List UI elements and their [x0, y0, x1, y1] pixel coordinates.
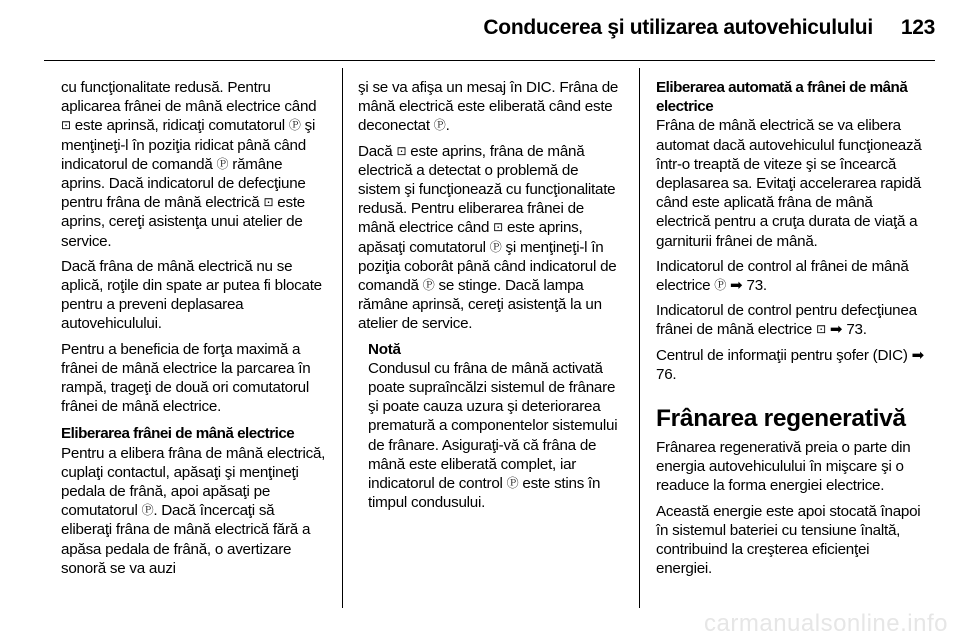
note-text: Condusul cu frâna de mână activată poate supraîncălzi sistemul de frânare şi poate cauza uzura şi deteriorarea prematură a componentelor sistemului de frânare. Asiguraţi-vă că frâna de mână este eliberată complet, iar indicatorul de control Ⓟ este stins în timpul condusului. [368, 359, 618, 512]
column-1 [61, 78, 327, 584]
column-3 [656, 78, 926, 584]
page-reference-arrow-icon[interactable]: ➡ [829, 321, 843, 339]
paragraph: Pentru a elibera frâna de mână electrică, cuplaţi contactul, apăsaţi şi menţineţi pedala de frână, apoi apăsaţi pe comutatorul Ⓟ. Dacă încercaţi să eliberaţi frâna de mână electrică fără a apăsa pedala de frână, o avertizare sonoră se va auzi [61, 444, 326, 577]
subheading-release: Eliberarea frânei de mână electrice [61, 425, 295, 443]
parking-brake-control-icon: Ⓟ [506, 476, 519, 491]
page-reference-arrow-icon[interactable]: ➡ [730, 277, 743, 295]
page-reference-arrow-icon[interactable]: ➡ [911, 346, 925, 364]
watermark: carmanualsonline.info [704, 610, 948, 637]
header-rule [44, 60, 935, 61]
paragraph: Dacă frâna de mână electrică nu se aplică, roţile din spate ar putea fi blocate pentru a preveni deplasarea autovehiculului. [61, 257, 322, 333]
paragraph: Indicatorul de control pentru defecţiunea frânei de mână electrice ⊡ ➡ 73. [656, 302, 917, 339]
brake-malfunction-icon: ⊡ [263, 195, 274, 210]
paragraph: Această energie este apoi stocată înapoi în sistemul bateriei cu tensiune înaltă, contribuind la creşterea eficienţei energiei. [656, 502, 921, 578]
parking-brake-switch-icon: Ⓟ [141, 503, 154, 518]
header-title: Conducerea şi utilizarea autovehiculului [483, 16, 873, 39]
brake-malfunction-icon: ⊡ [493, 220, 503, 235]
parking-brake-control-icon: Ⓟ [714, 278, 727, 293]
brake-malfunction-icon: ⊡ [396, 143, 407, 158]
section-heading: Frânarea regenerativă [656, 405, 906, 433]
paragraph: Dacă ⊡ este aprins, frâna de mână electrică a detectat o problemă de sistem şi funcţionează cu funcţionalitate redusă. Pentru eliberarea frânei de mână electrice când ⊡ este aprins, apăsaţi comutatorul Ⓟ şi menţineţi-l în poziţia coborât până când indicatorul de comandă Ⓟ se stinge. Dacă lampa rămâne aprinsă, cereţi asistenţă la un atelier de service. [358, 142, 617, 333]
page-number: 123 [900, 16, 935, 39]
paragraph: şi se va afişa un mesaj în DIC. Frâna de mână electrică este eliberată când este deconectat Ⓟ. [358, 79, 619, 135]
column-divider-2 [639, 68, 640, 608]
column-divider-1 [342, 68, 343, 608]
paragraph: Centrul de informaţii pentru şofer (DIC) ➡ 76. [656, 346, 925, 383]
parking-brake-switch-icon: Ⓟ [433, 118, 446, 133]
parking-brake-switch-icon: Ⓟ [288, 118, 301, 133]
paragraph: Pentru a beneficia de forţa maximă a frânei de mână electrice la parcarea în rampă, trageţi de două ori comutatorul frânei de mână electrice. [61, 340, 311, 416]
subheading-auto-release: Eliberarea automată a frânei de mână electrice [656, 79, 908, 116]
note-box [368, 340, 624, 513]
paragraph: Frâna de mână electrică se va elibera automat dacă autovehiculul funcţionează într-o treaptă de viteze şi se încearcă deplasarea sa. Evitaţi accelerarea rapidă când este aplicată frâna de mână electrică pentru a cruţa durata de viaţă a garniturii frânei de mână. [656, 117, 922, 250]
column-2 [358, 78, 624, 512]
parking-brake-control-icon: Ⓟ [216, 156, 229, 171]
paragraph: cu funcţionalitate redusă. Pentru aplicarea frânei de mână electrice când ⊡ este aprinsă, ridicaţi comutatorul Ⓟ şi menţineţi-l în poziţia ridicat până când indicatorul de comandă Ⓟ rămâne aprins. Dacă indicatorul de defecţiune pentru frâna de mână electrică ⊡ este aprins, cereţi asistenţa unui atelier de service. [61, 79, 317, 250]
brake-malfunction-icon: ⊡ [61, 118, 71, 133]
page-header [0, 16, 935, 40]
brake-malfunction-icon: ⊡ [816, 322, 826, 337]
paragraph: Indicatorul de control al frânei de mână electrice Ⓟ ➡ 73. [656, 257, 909, 295]
paragraph: Frânarea regenerativă preia o parte din energia autovehiculului în mişcare şi o readuce la forma energiei electrice. [656, 439, 911, 495]
parking-brake-switch-icon: Ⓟ [489, 239, 502, 254]
parking-brake-control-icon: Ⓟ [422, 278, 435, 293]
note-title: Notă [368, 340, 401, 358]
